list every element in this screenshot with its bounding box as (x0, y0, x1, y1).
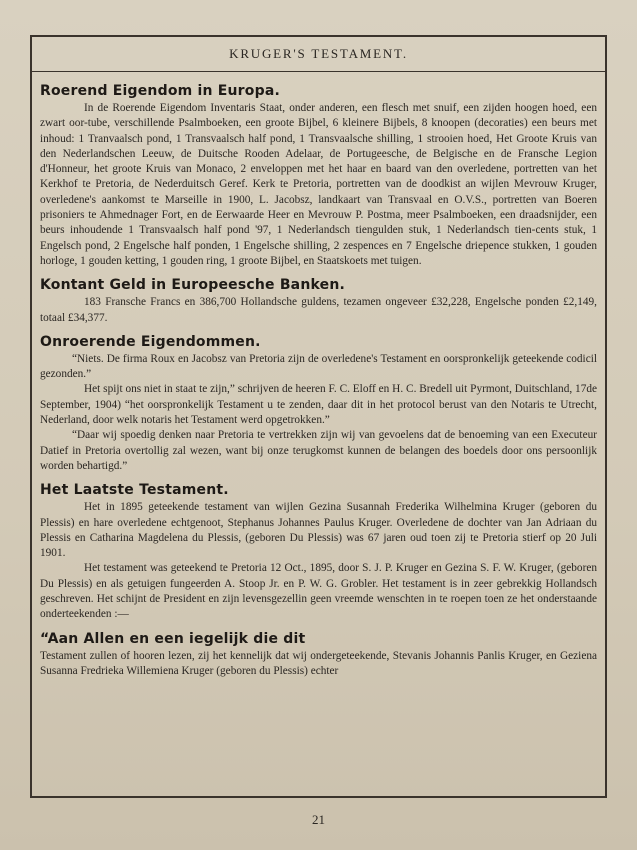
page-number: 21 (312, 812, 325, 827)
paragraph: “Daar wij spoedig denken naar Pretoria te vertrekken zijn wij van gevoelens dat de benoeming van een Executeur Datief in Pretoria overtollig zal wezen, want bij onze terugkomst kunnen de belangen des boedels door ons persoonlijk worden behartigd.” (40, 429, 597, 472)
page-frame (30, 35, 607, 798)
section-aan-allen (40, 629, 597, 680)
section-onroerende-eigendommen (40, 332, 597, 474)
paragraph: In de Roerende Eigendom Inventaris Staat, onder anderen, een flesch met snuif, een zijden hoogen hoed, een zwart oor-tube, verschillende Psalmboeken, een groote Bijbel, 6 kleinere Bijbels, 8 knoopen (decoraties) een beurs met inhoud: 1 Tranvaalsch pond, 1 Transvaalsch half pond, 1 Transvaalsche shilling, 1 strooien hoed, Het Groote Kruis van den Nederlandschen Leeuw, de Duitsche Rooden Adelaar, de Portugeesche, de Belgische en de Fransche Legion d'Honneur, het groote Kruis van Monaco, 2 enveloppen met het haar en baard van den overledene, portretten van het Kerkhof te Pretoria, de Nederduitsch Geref. Kerk te Pretoria, portretten van de doodkist an wijlen Mevrouw Kruger, overledene's aankomst te Marseille in 1900, L. Jacobsz, landkaart van Transvaal en O.V.S., portretten van Boeren prisoniers te Ahmednager Fort, en de Eerwaarde Heer en Mevrouw P. Postma, meer Psalmboeken, een draadsnijder, een beurs inhoudende 1 Transvaalsch half pond '97, 1 Nederlandsch tiengulden stuk, 1 Nederlandsch tien-cents stuk, 1 Engelsch pond, 2 Engelsche half ponden, 1 Engelsche shilling, 2 zespences en 7 Engelsche driepence stukken, 1 gouden horloge, 1 gouden ketting, 1 gouden ring, 1 groote Bijbel, en Staatskoets met tuigen. (40, 102, 597, 267)
section-roerend-eigendom (40, 81, 597, 269)
paragraph: Testament zullen of hooren lezen, zij het kennelijk dat wij ondergeteekende, Stevanis Johannis Panlis Kruger, en Geziena Susanna Fredrieka Willemiena Kruger (geboren du Plessis) echter (40, 649, 597, 677)
running-header (32, 37, 605, 72)
paragraph: Het spijt ons niet in staat te zijn,” schrijven de heeren F. C. Eloff en H. C. Bredell uit Pyrmont, Duitschland, 17de September, 1904) “het oorspronkelijk Testament u te zenden, daar dit in het protocol berust van den Notaris te Utrecht, Nederland, door welk notaris het Testament werd opgetrokken.” (40, 383, 597, 427)
page-title: KRUGER'S TESTAMENT. (229, 46, 408, 61)
paragraph: “Niets. De firma Roux en Jacobsz van Pretoria zijn de overledene's Testament en oorspronkelijk geteekende codicil gezonden.” (40, 352, 597, 381)
section-heading: Roerend Eigendom in Europa. (40, 83, 280, 99)
section-heading: Het Laatste Testament. (40, 482, 229, 499)
paragraph: 183 Fransche Francs en 386,700 Hollandsche guldens, tezamen ongeveer £32,228, Engelsche ponden £2,149, totaal £34,377. (40, 296, 597, 324)
page-content (40, 81, 597, 685)
section-kontant-geld (40, 275, 597, 326)
section-laatste-testament (40, 480, 597, 622)
section-heading: Onroerende Eigendommen. (40, 333, 261, 350)
section-heading: Kontant Geld in Europeesche Banken. (40, 277, 346, 294)
section-heading: “Aan Allen en een iegelijk die dit (40, 630, 306, 647)
paragraph: Het testament was geteekend te Pretoria 12 Oct., 1895, door S. J. P. Kruger en Gezina S. F. W. Kruger, (geboren Du Plessis) en als getuigen fungeerden A. Stoop Jr. en P. W. G. Grobler. Het testament is in zeer gebrekkig Hollandsch geschreven. Het schijnt de President en zijn levensgezellin geen vreemde wenschten in te roepen toen ze het onderstaande onderteekenden :— (40, 562, 597, 621)
paragraph: Het in 1895 geteekende testament van wijlen Gezina Susannah Frederika Wilhelmina Kruger (geboren du Plessis) en hare overledene echtgenoot, Stephanus Johannes Paulus Kruger. Overledene de dochter van Jan Adriaan du Plessis en Catharina Magdelena du Plessis, (geboren Du Plessis) was 67 jaren oud toen zij te Pretoria stierf op 20 Juli 1901. (40, 501, 597, 560)
